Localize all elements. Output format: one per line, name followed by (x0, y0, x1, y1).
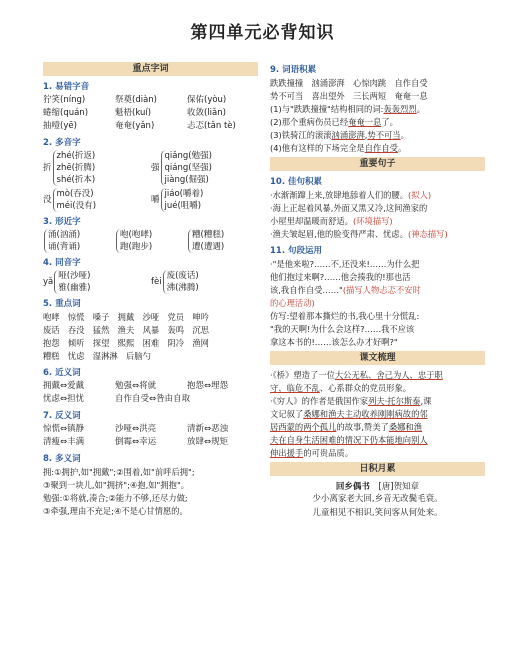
homophone-pinyin: yǎ (43, 277, 54, 287)
homophone-item: 沸(沸腾) (166, 283, 199, 293)
antonym-pair: 放肆⇔规矩 (187, 437, 229, 447)
answer: 奄奄一息 (348, 117, 382, 127)
polyphone-item: shé(折本) (56, 175, 96, 185)
heading-word-accumulation: 9. 词语积累 (270, 65, 317, 75)
pron-item: 收敛(liǎn) (187, 108, 226, 118)
pron-item: 忐忑(tǎn tè) (187, 121, 236, 131)
polyphone-item: qiáng(坚强) (164, 163, 212, 173)
annotation: (拟人) (408, 190, 432, 200)
word-accumulation-line: 势不可当 喜出望外 三长两短 奄奄一息 (270, 91, 428, 101)
pron-row (43, 107, 258, 120)
similar-chars-group (188, 229, 224, 253)
polyphone-item: mò(吞没) (56, 189, 94, 199)
polyphone-item: jiáo(嚼着) (164, 189, 204, 199)
polyphone-char: 折 (43, 163, 52, 173)
answer: 轰轰烈烈 (383, 104, 417, 114)
pron-item: 狞笑(níng) (43, 95, 86, 105)
sentence-line: ·渔夫皱起眉,他的脸变得严肃、忧虑。(神态描写) (270, 229, 448, 239)
key-words-line: 咆哮 惊慌 嗓子 拥戴 沙哑 党员 呻吟 (43, 312, 209, 322)
pron-item: 保佑(yòu) (187, 95, 227, 105)
key-words-line: 抱怨 倾听 探望 熙熙 困难 阴冷 渔网 (43, 338, 209, 348)
review-line: 夫在自身生活困难的情况下仍本能地向别人 (270, 435, 428, 445)
review-line: 守、临危不乱、心系群众的党员形象。 (270, 383, 412, 393)
review-line: 伸出援手的可贵品质。 (270, 448, 353, 458)
left-column (43, 60, 258, 518)
pron-item: 蜷缩(quán) (43, 108, 89, 118)
imitation-line: 拿这本书的!……该怎么办才好啊?" (270, 337, 398, 347)
similar-chars-row (43, 229, 258, 253)
polysemy-line: 拥:①拥护,如"拥戴";②围着,如"前呼后拥"; (43, 467, 195, 477)
paragraph-line: 他们抱过来啊?……他会揍我的!那也活 (270, 272, 411, 282)
homophone-group (43, 270, 151, 294)
pron-item: 奄奄(yǎn) (115, 121, 155, 131)
homophone-item: 哑(沙哑) (58, 271, 91, 281)
homophone-group (151, 270, 199, 294)
poem-title: 回乡偶书 [唐]贺知章 (335, 482, 420, 492)
word-accumulation-line: 跌跌撞撞 汹涌澎湃 心惊肉跳 自作自受 (270, 78, 428, 88)
polyphone-char: 强 (151, 163, 160, 173)
polysemy-line: ③聚到一块儿,如"拥挤";④抱,如"拥抱"。 (43, 480, 190, 490)
antonym-row (43, 436, 258, 449)
polyphone-char: 嚼 (151, 195, 160, 205)
polyphone-item: qiǎng(勉强) (164, 151, 212, 161)
sentence-line: ·水渐渐蹿上来,放肆地舔着人们的腰。(拟人) (270, 190, 432, 200)
homophone-row (43, 270, 258, 294)
antonym-pair: 倒霉⇔幸运 (115, 437, 157, 447)
homophone-item: 雅(幽雅) (58, 283, 91, 293)
exercise-line: (3)铁骑江的滚滚汹涌澎湃,势不可当。 (270, 130, 409, 140)
polyphone-char: 没 (43, 195, 52, 205)
pron-item: 魁梧(kuí) (115, 108, 152, 118)
heading-antonyms: 7. 反义词 (43, 411, 81, 421)
heading-polyphone: 2. 多音字 (43, 138, 81, 148)
similar-char-item: 诵(背诵) (48, 242, 81, 252)
answer: 势不可当 (367, 130, 401, 140)
review-line: 文记叙了桑娜和渔夫主动收养刚刚病故的邻 (270, 409, 428, 419)
synonym-pair: 拥戴⇔爱戴 (43, 381, 85, 391)
review-line: ·《桥》塑造了一位大公无私、舍己为人、忠于职 (270, 370, 443, 380)
similar-char-item: 遭(遭遇) (192, 242, 225, 252)
annotation-line: 的心理活动) (270, 298, 315, 308)
antonym-pair: 沙哑⇔洪亮 (115, 424, 157, 434)
synonym-pair: 忧虑⇔担忧 (43, 394, 85, 404)
homophone-item: 废(废话) (166, 271, 199, 281)
answer: 汹涌澎湃 (331, 130, 365, 140)
poem-line: 儿童相见不相识,笑问客从何处来。 (312, 508, 443, 518)
heading-polysemy: 8. 多义词 (43, 454, 81, 464)
polyphone-group (43, 150, 151, 186)
right-column (270, 60, 485, 520)
poem-line: 少小离家老大回,乡音无改鬓毛衰。 (312, 494, 443, 504)
sentence-line: ·海上正起着风暴,外面又黑又冷,这间渔家的 (270, 203, 428, 213)
similar-char-item: 涌(汹涌) (48, 230, 81, 240)
key-words-line: 糟糕 忧虑 湿淋淋 后脑勺 (43, 351, 151, 361)
polysemy-line: ③牵强,理由不充足;④不是心甘情愿的。 (43, 506, 188, 516)
exercise-line: (1)与"跌跌撞撞"结构相同的词:轰轰烈烈。 (270, 104, 425, 114)
annotation: (神态描写) (408, 229, 448, 239)
similar-chars-group (44, 229, 80, 253)
heading-synonyms: 6. 近义词 (43, 368, 81, 378)
pron-row (43, 120, 258, 133)
review-line: ·《穷人》的作者是俄国作家列夫·托尔斯泰,课 (270, 396, 432, 406)
page-title: 第四单元必背知识 (190, 23, 335, 43)
synonym-row (43, 393, 258, 406)
annotation: (描写人物忐忑不安时 (342, 285, 421, 295)
key-words-line: 废话 吞没 猛然 渔夫 风暴 轰鸣 沉思 (43, 325, 209, 335)
pron-item: 抽噎(yē) (43, 121, 77, 131)
exercise-line: (4)他有这样的下场完全是自作自受。 (270, 143, 407, 153)
heading-homophones: 4. 同音字 (43, 258, 81, 268)
paragraph-line: ·"是他来啦?……不,还没来!……为什么把 (270, 259, 420, 269)
section-banner-key-words: 重点字词 (43, 62, 258, 76)
polyphone-group (151, 188, 203, 212)
heading-paragraph-usage: 11. 句段运用 (270, 246, 323, 256)
similar-char-item: 跑(跑步) (120, 242, 153, 252)
pron-item: 祭奠(diàn) (115, 95, 157, 105)
antonym-pair: 清新⇔恶浊 (187, 424, 229, 434)
synonym-pair: 自作自受⇔咎由自取 (115, 394, 191, 404)
sentence-line: 小屋里却温暖而舒适。(环境描写) (270, 216, 393, 226)
polyphone-group (43, 188, 151, 212)
polysemy-line: 勉强:①将就,凑合;②能力不够,还尽力做; (43, 493, 188, 503)
polyphone-row (43, 188, 258, 212)
section-banner-text-review: 课文梳理 (270, 351, 485, 365)
synonym-pair: 抱怨⇔埋怨 (187, 381, 229, 391)
similar-char-item: 咆(咆哮) (120, 230, 153, 240)
section-banner-key-sentences: 重要句子 (270, 157, 485, 171)
synonym-row (43, 380, 258, 393)
heading-pronunciation: 1. 易错字音 (43, 82, 90, 92)
imitation-line: 仿写:望着那本撕烂的书,我心里十分慌乱: (270, 311, 420, 321)
answer: 自作自受 (364, 143, 398, 153)
annotation: (环境描写) (352, 216, 393, 226)
polyphone-row (43, 150, 258, 186)
imitation-line: "我的天啊!为什么会这样?……我不应该 (270, 324, 415, 334)
polyphone-group (151, 150, 212, 186)
heading-similar-chars: 3. 形近字 (43, 217, 81, 227)
similar-chars-group (116, 229, 152, 253)
homophone-pinyin: fèi (151, 277, 162, 287)
review-line: 居西蒙的两个孤儿的故事,赞美了桑娜和渔 (270, 422, 423, 432)
exercise-line: (2)那个重病伤员已经奄奄一息了。 (270, 117, 398, 127)
section-banner-daily-accumulation: 日积月累 (270, 462, 485, 476)
polyphone-item: méi(没有) (56, 201, 97, 211)
heading-key-words: 5. 重点词 (43, 299, 81, 309)
polyphone-item: jiàng(倔强) (164, 175, 209, 185)
antonym-row (43, 423, 258, 436)
polyphone-item: zhé(折返) (56, 151, 96, 161)
antonym-pair: 惊慌⇔镇静 (43, 424, 85, 434)
poem-author: [唐]贺知章 (378, 482, 420, 492)
heading-good-sentences: 10. 佳句积累 (270, 177, 323, 187)
antonym-pair: 清瘦⇔丰满 (43, 437, 85, 447)
pron-row (43, 94, 258, 107)
similar-char-item: 糟(糟糕) (192, 230, 225, 240)
polyphone-item: zhē(折腾) (56, 163, 96, 173)
paragraph-line: 该,我自作自受……"(描写人物忐忑不安时 (270, 285, 421, 295)
polyphone-item: jué(咀嚼) (164, 201, 202, 211)
synonym-pair: 勉强⇔将就 (115, 381, 157, 391)
